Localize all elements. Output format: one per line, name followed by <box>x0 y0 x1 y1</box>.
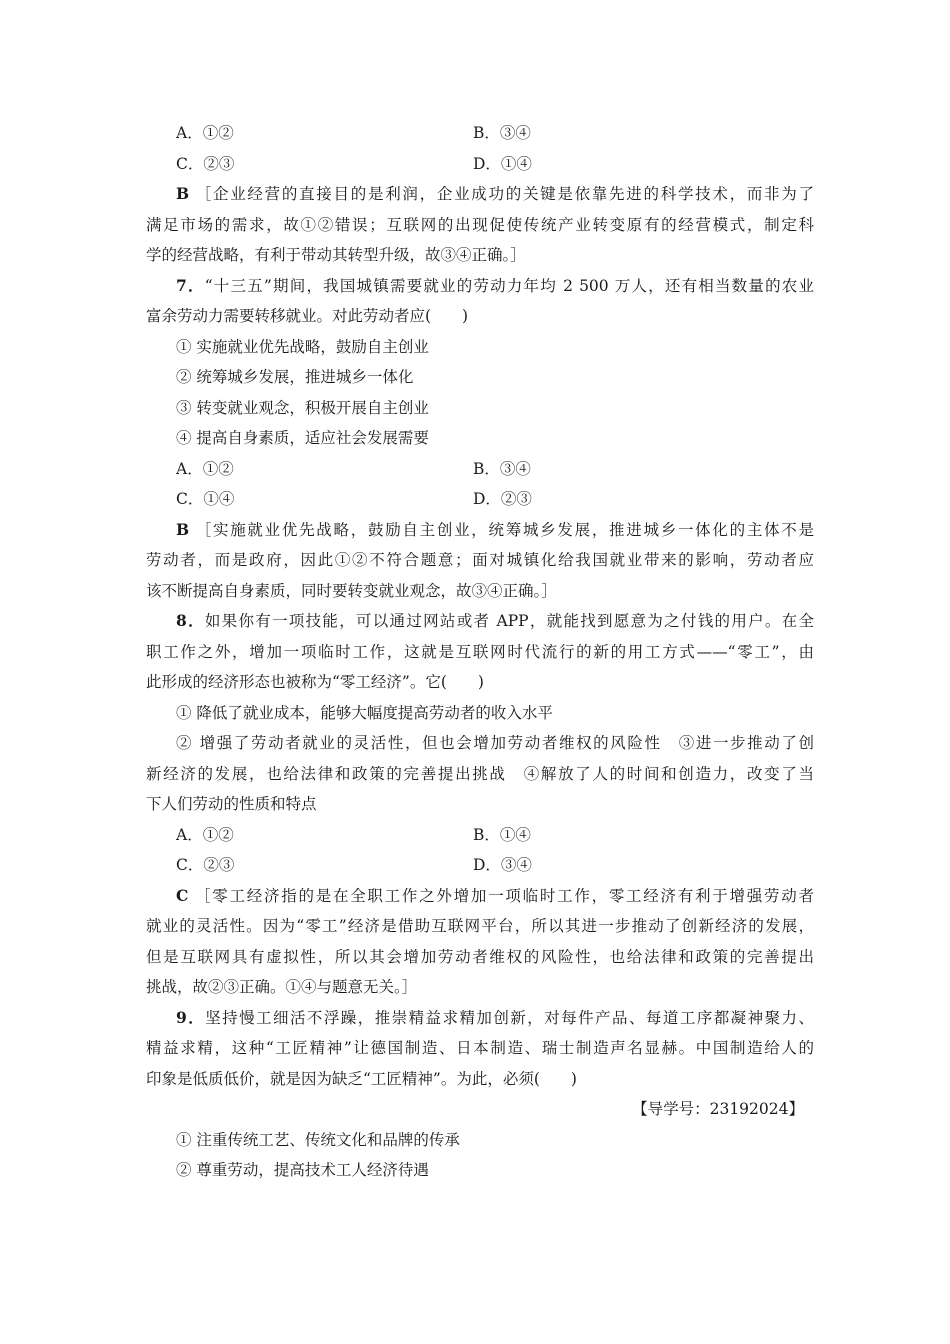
q6-option-d: D．①④ <box>473 154 532 173</box>
q9-item: ① 注重传统工艺、传统文化和品牌的传承 <box>176 1130 460 1149</box>
q6-option-b: B．③④ <box>473 124 531 142</box>
q7-answer-letter: B <box>176 519 190 539</box>
q8-item-line: 下人们劳动的性质和特点 <box>146 795 317 813</box>
document-content <box>146 118 814 1186</box>
q7-explanation-line: B ［实施就业优先战略，鼓励自主创业，统筹城乡发展，推进城乡一体化的主体不是 <box>176 519 814 539</box>
q8-stem-line: 此形成的经济形态也被称为“零工经济”。它( ) <box>146 673 484 691</box>
q8-item-line: 新经济的发展，也给法律和政策的完善提出挑战 ④解放了人的时间和创造力，改变了当 <box>146 764 814 783</box>
q6-option-a: A．①② <box>176 124 234 142</box>
q8-explanation-line: C ［零工经济指的是在全职工作之外增加一项临时工作，零工经济有利于增强劳动者 <box>176 885 814 905</box>
q7-number: 7． <box>176 275 205 295</box>
q9-number: 9． <box>176 1007 206 1027</box>
q6-options-row-1 <box>146 118 814 149</box>
q6-explanation-line: B ［企业经营的直接目的是利润，企业成功的关键是依靠先进的科学技术，而非为了 <box>176 184 814 203</box>
q8-item: ① 降低了就业成本，能够大幅度提高劳动者的收入水平 <box>176 703 553 722</box>
q7-item: ④ 提高自身素质，适应社会发展需要 <box>176 429 429 447</box>
q8-option-c: C．②③ <box>176 856 235 874</box>
q6-option-c: C．②③ <box>176 154 235 173</box>
q7-stem-line: 7．“十三五”期间，我国城镇需要就业的劳动力年均 2 500 万人，还有相当数量的农业 <box>176 275 814 295</box>
q7-item: ① 实施就业优先战略，鼓励自主创业 <box>176 337 429 356</box>
q7-option-c: C．①④ <box>176 490 235 508</box>
q8-answer-letter: C <box>176 885 189 905</box>
q8-explanation-line: 挑战，故②③正确。①④与题意无关。］ <box>146 978 418 996</box>
q6-answer-letter: B <box>176 184 190 203</box>
q9-item: ② 尊重劳动，提高技术工人经济待遇 <box>176 1161 429 1179</box>
q7-explanation-line: 劳动者，而是政府，因此①②不符合题意；面对城镇化给我国就业带来的影响，劳动者应 <box>146 551 814 569</box>
q9-stem-line: 9．坚持慢工细活不浮躁，推崇精益求精加创新，对每件产品、每道工序都凝神聚力、 <box>176 1007 814 1027</box>
q8-stem-line: 8．如果你有一项技能，可以通过网站或者 APP，就能找到愿意为之付钱的用户。在全 <box>176 611 814 630</box>
q7-option-a: A．①② <box>176 459 234 478</box>
q8-options-row-2 <box>146 850 814 881</box>
q8-options-row-1 <box>146 820 814 851</box>
q8-option-d: D．③④ <box>473 856 532 874</box>
q7-explanation-line: 该不断提高自身素质，同时要转变就业观念，故③④正确。］ <box>146 581 557 600</box>
q7-stem-line: 富余劳动力需要转移就业。对此劳动者应( ) <box>146 307 469 325</box>
q8-explanation-line: 就业的灵活性。因为“零工”经济是借助互联网平台，所以其进一步推动了创新经济的发展， <box>146 917 814 935</box>
q9-stem-line: 精益求精，这种“工匠精神”让德国制造、日本制造、瑞士制造声名显赫。中国制造给人的 <box>146 1039 814 1057</box>
q8-option-a: A．①② <box>176 825 234 844</box>
q8-stem-line: 职工作之外，增加一项临时工作，这就是互联网时代流行的新的用工方式——“零工”，由 <box>146 642 814 661</box>
q8-explanation-line: 但是互联网具有虚拟性，所以其会增加劳动者维权的风险性，也给法律和政策的完善提出 <box>146 947 814 966</box>
q6-explanation-line: 学的经营战略，有利于带动其转型升级，故③④正确。］ <box>146 246 526 264</box>
q8-item-line: ② 增强了劳动者就业的灵活性，但也会增加劳动者维权的风险性 ③进一步推动了创 <box>176 734 814 752</box>
q7-item: ③ 转变就业观念，积极开展自主创业 <box>176 398 429 417</box>
guide-number: 【导学号：23192024】 <box>632 1100 804 1118</box>
q6-options-row-2 <box>146 149 814 180</box>
q7-options-row-2 <box>146 484 814 515</box>
q8-number: 8． <box>176 611 205 630</box>
q8-option-b: B．①④ <box>473 825 531 844</box>
q7-options-row-1 <box>146 454 814 485</box>
q7-option-d: D．②③ <box>473 490 532 508</box>
q7-option-b: B．③④ <box>473 459 531 478</box>
q9-stem-line: 印象是低质低价，就是因为缺乏“工匠精神”。为此，必须( ) <box>146 1069 577 1088</box>
q6-explanation-line: 满足市场的需求，故①②错误；互联网的出现促使传统产业转变原有的经营模式，制定科 <box>146 215 814 234</box>
q7-item: ② 统筹城乡发展，推进城乡一体化 <box>176 368 414 386</box>
